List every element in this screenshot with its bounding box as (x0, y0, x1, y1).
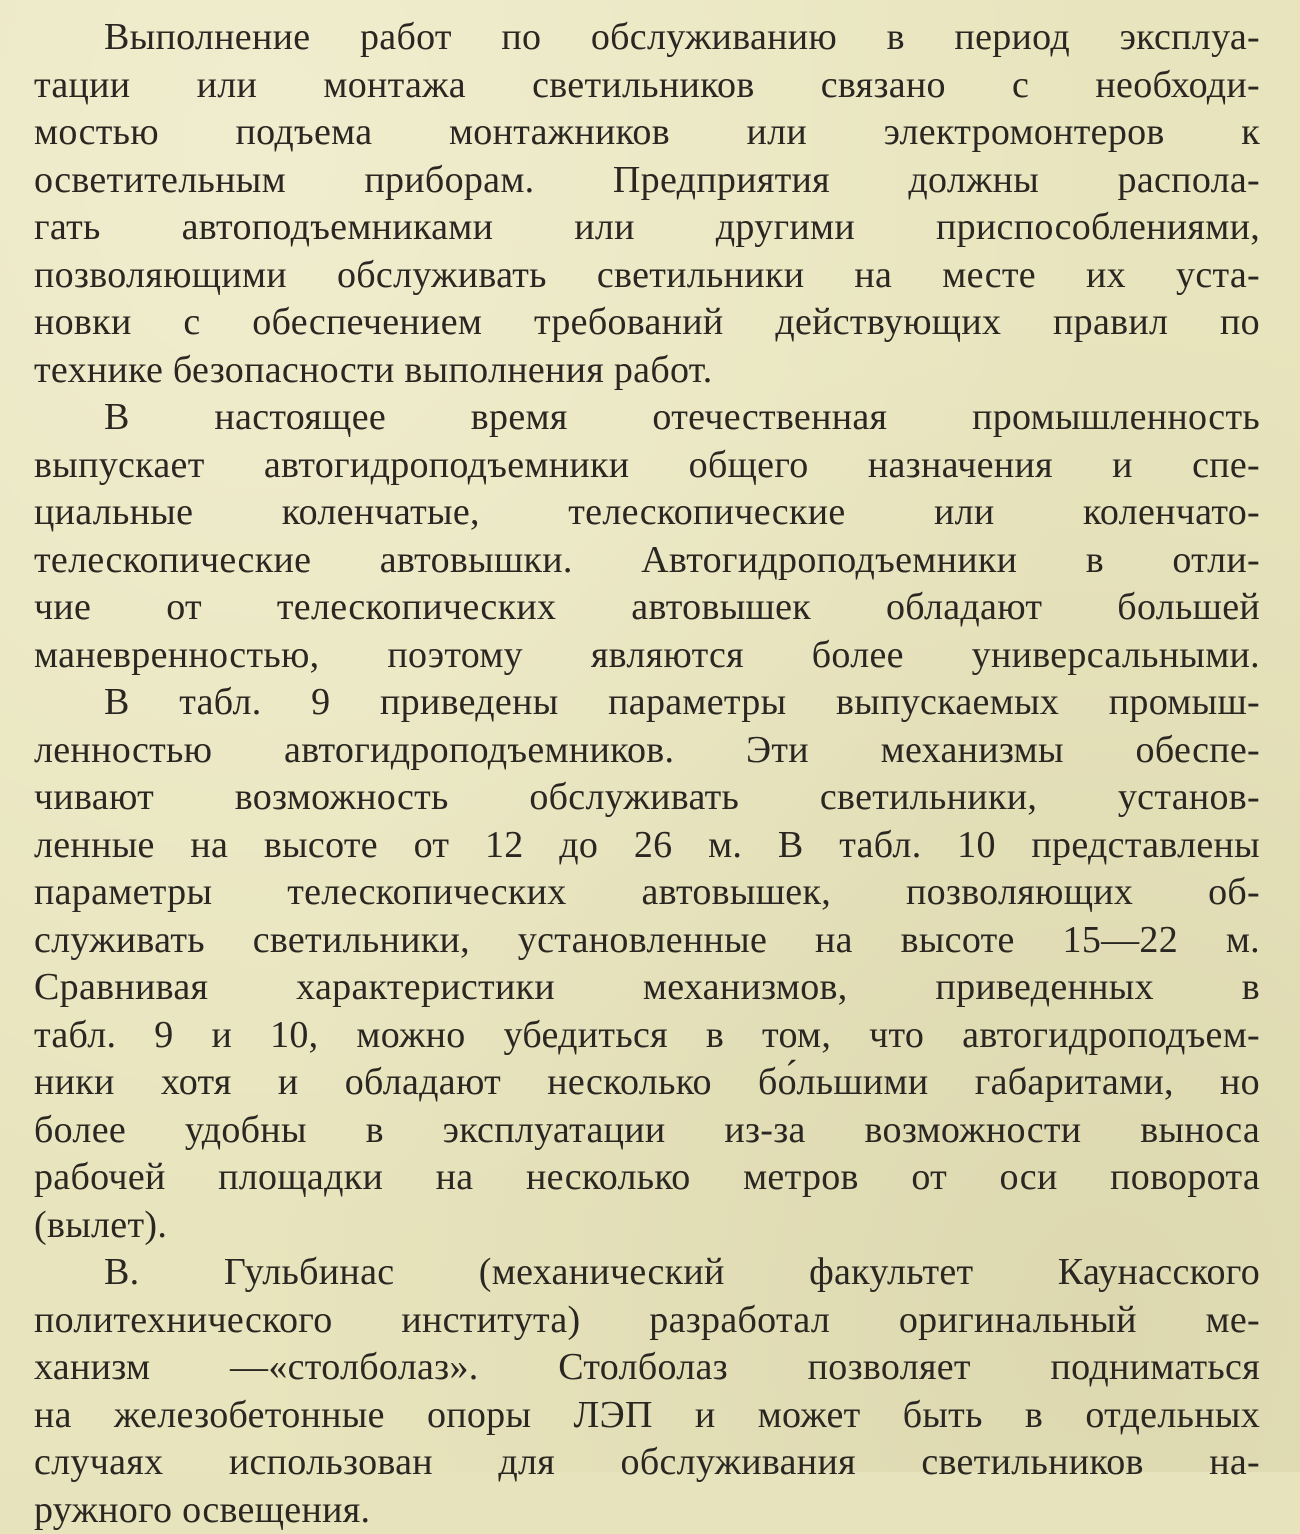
text-line: гать автоподъемниками или другими приспособлениями, (34, 204, 1260, 252)
text-line: чие от телескопических автовышек обладают большей (34, 584, 1260, 632)
text-line: рабочей площадки на несколько метров от оси поворота (34, 1154, 1260, 1202)
text-line: параметры телескопических автовышек, позволяющих об- (34, 869, 1260, 917)
text-line: Сравнивая характеристики механизмов, приведенных в (34, 964, 1260, 1012)
text-line: на железобетонные опоры ЛЭП и может быть в отдельных (34, 1392, 1260, 1440)
text-line: чивают возможность обслуживать светильники, установ- (34, 774, 1260, 822)
text-line: случаях использован для обслуживания светильников на- (34, 1439, 1260, 1487)
text-line: ружного освещения. (34, 1487, 1260, 1534)
text-line: ники хотя и обладают несколько бо́льшими габаритами, но (34, 1059, 1260, 1107)
text-line: телескопические автовышки. Автогидроподъемники в отли- (34, 537, 1260, 585)
text-line: выпускает автогидроподъемники общего назначения и спе- (34, 442, 1260, 490)
text-line: циальные коленчатые, телескопические или коленчато- (34, 489, 1260, 537)
text-line: ленные на высоте от 12 до 26 м. В табл. 10 представлены (34, 822, 1260, 870)
text-line: технике безопасности выполнения работ. (34, 347, 1260, 395)
text-line: осветительным приборам. Предприятия должны распола- (34, 157, 1260, 205)
text-line: В. Гульбинас (механический факультет Каунасского (34, 1249, 1260, 1297)
paragraph-1 (34, 14, 1260, 394)
text-line: (вылет). (34, 1202, 1260, 1250)
text-line: маневренностью, поэтому являются более универсальными. (34, 632, 1260, 680)
paragraph-2 (34, 394, 1260, 679)
paragraph-4 (34, 1249, 1260, 1534)
text-line: тации или монтажа светильников связано с необходи- (34, 62, 1260, 110)
text-line: табл. 9 и 10, можно убедиться в том, что автогидроподъем- (34, 1012, 1260, 1060)
text-line: позволяющими обслуживать светильники на месте их уста- (34, 252, 1260, 300)
text-line: мостью подъема монтажников или электромонтеров к (34, 109, 1260, 157)
text-line: ленностью автогидроподъемников. Эти механизмы обеспе- (34, 727, 1260, 775)
text-line: ханизм —«столболаз». Столболаз позволяет подниматься (34, 1344, 1260, 1392)
text-line: политехнического института) разработал оригинальный ме- (34, 1297, 1260, 1345)
text-line: Выполнение работ по обслуживанию в период эксплуа- (34, 14, 1260, 62)
body-text (34, 14, 1260, 1534)
text-line: В настоящее время отечественная промышленность (34, 394, 1260, 442)
text-line: новки с обеспечением требований действующих правил по (34, 299, 1260, 347)
text-line: В табл. 9 приведены параметры выпускаемых промыш- (34, 679, 1260, 727)
text-line: более удобны в эксплуатации из-за возможности выноса (34, 1107, 1260, 1155)
text-line: служивать светильники, установленные на высоте 15—22 м. (34, 917, 1260, 965)
paragraph-3 (34, 679, 1260, 1249)
